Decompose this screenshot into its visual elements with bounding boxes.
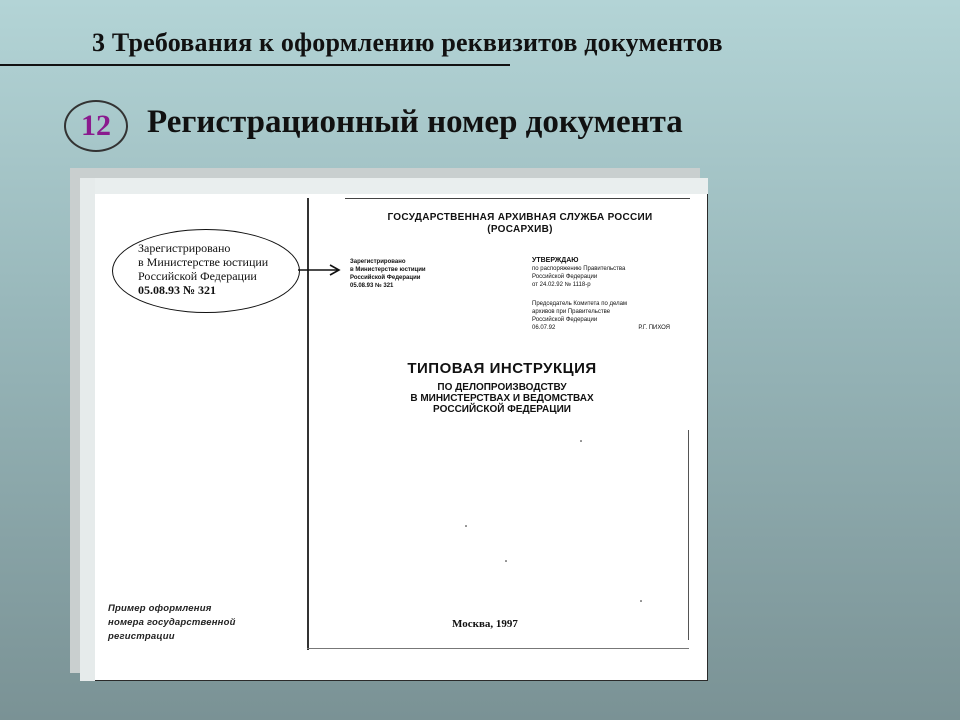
- title-underline: [0, 64, 510, 66]
- scan-speck: [580, 440, 582, 442]
- annot-line-2: в Министерстве юстиции: [138, 255, 269, 269]
- doc-subtitle-line-1: ПО ДЕЛОПРОИЗВОДСТВУ: [437, 382, 567, 393]
- caption-line-2: номера государственной: [108, 617, 236, 628]
- slide-title: 3 Требования к оформлению реквизитов документов: [92, 28, 723, 57]
- approve-line-2: Российской Федерации: [532, 274, 598, 280]
- scan-top-shadow: [80, 178, 708, 194]
- arrow-right-icon: [296, 262, 348, 278]
- annot-line-1: Зарегистрировано: [138, 241, 231, 255]
- scan-speck: [465, 525, 467, 527]
- archive-abbr: (РОСАРХИВ): [487, 224, 553, 235]
- chair-line-3: Российской Федерации: [532, 317, 598, 323]
- page-border-bottom: [307, 648, 689, 649]
- slide-subtitle: Регистрационный номер документа: [147, 104, 683, 140]
- doc-subtitle-line-2: В МИНИСТЕРСТВАХ И ВЕДОМСТВАХ: [410, 393, 594, 404]
- city-year: Москва, 1997: [452, 618, 518, 630]
- page-border-right: [688, 430, 689, 640]
- doc-subtitle: [352, 382, 652, 415]
- approve-head: УТВЕРЖДАЮ: [532, 257, 579, 264]
- reg-line-4: 05.08.93 № 321: [350, 283, 394, 289]
- chair-name: Р.Г. ПИХОЯ: [638, 325, 670, 331]
- chair-line-2: архивов при Правительстве: [532, 309, 611, 315]
- annot-line-4: 05.08.93 № 321: [138, 283, 217, 297]
- annot-line-3: Российской Федерации: [138, 269, 257, 283]
- chair-block: [532, 300, 692, 332]
- chair-sign-row: [532, 324, 670, 332]
- doc-subtitle-line-3: РОССИЙСКОЙ ФЕДЕРАЦИИ: [433, 404, 571, 415]
- reg-line-3: Российской Федерации: [350, 275, 421, 281]
- chair-date: 06.07.92: [532, 325, 556, 331]
- scan-speck: [640, 600, 642, 602]
- registration-stamp-small: [350, 258, 480, 290]
- approve-line-3: от 24.02.92 № 1118-р: [532, 282, 591, 288]
- scan-left-shadow: [80, 178, 95, 681]
- scan-speck: [505, 560, 507, 562]
- item-number-badge: [64, 100, 128, 152]
- caption-line-3: регистрации: [108, 631, 175, 642]
- archive-header: ГОСУДАРСТВЕННАЯ АРХИВНАЯ СЛУЖБА РОССИИ: [387, 212, 653, 223]
- item-number: 12: [81, 109, 111, 142]
- annotation-text: [138, 241, 268, 297]
- approval-block: [532, 257, 692, 289]
- caption-line-1: Пример оформления: [108, 603, 212, 614]
- reg-line-1: Зарегистрировано: [350, 259, 406, 265]
- example-caption: [108, 602, 236, 644]
- chair-line-1: Председатель Комитета по делам: [532, 301, 628, 307]
- approve-line-1: по распоряжению Правительства: [532, 266, 626, 272]
- doc-title: ТИПОВАЯ ИНСТРУКЦИЯ: [407, 360, 597, 377]
- page-top-line: [345, 198, 690, 199]
- reg-line-2: в Министерстве юстиции: [350, 267, 426, 273]
